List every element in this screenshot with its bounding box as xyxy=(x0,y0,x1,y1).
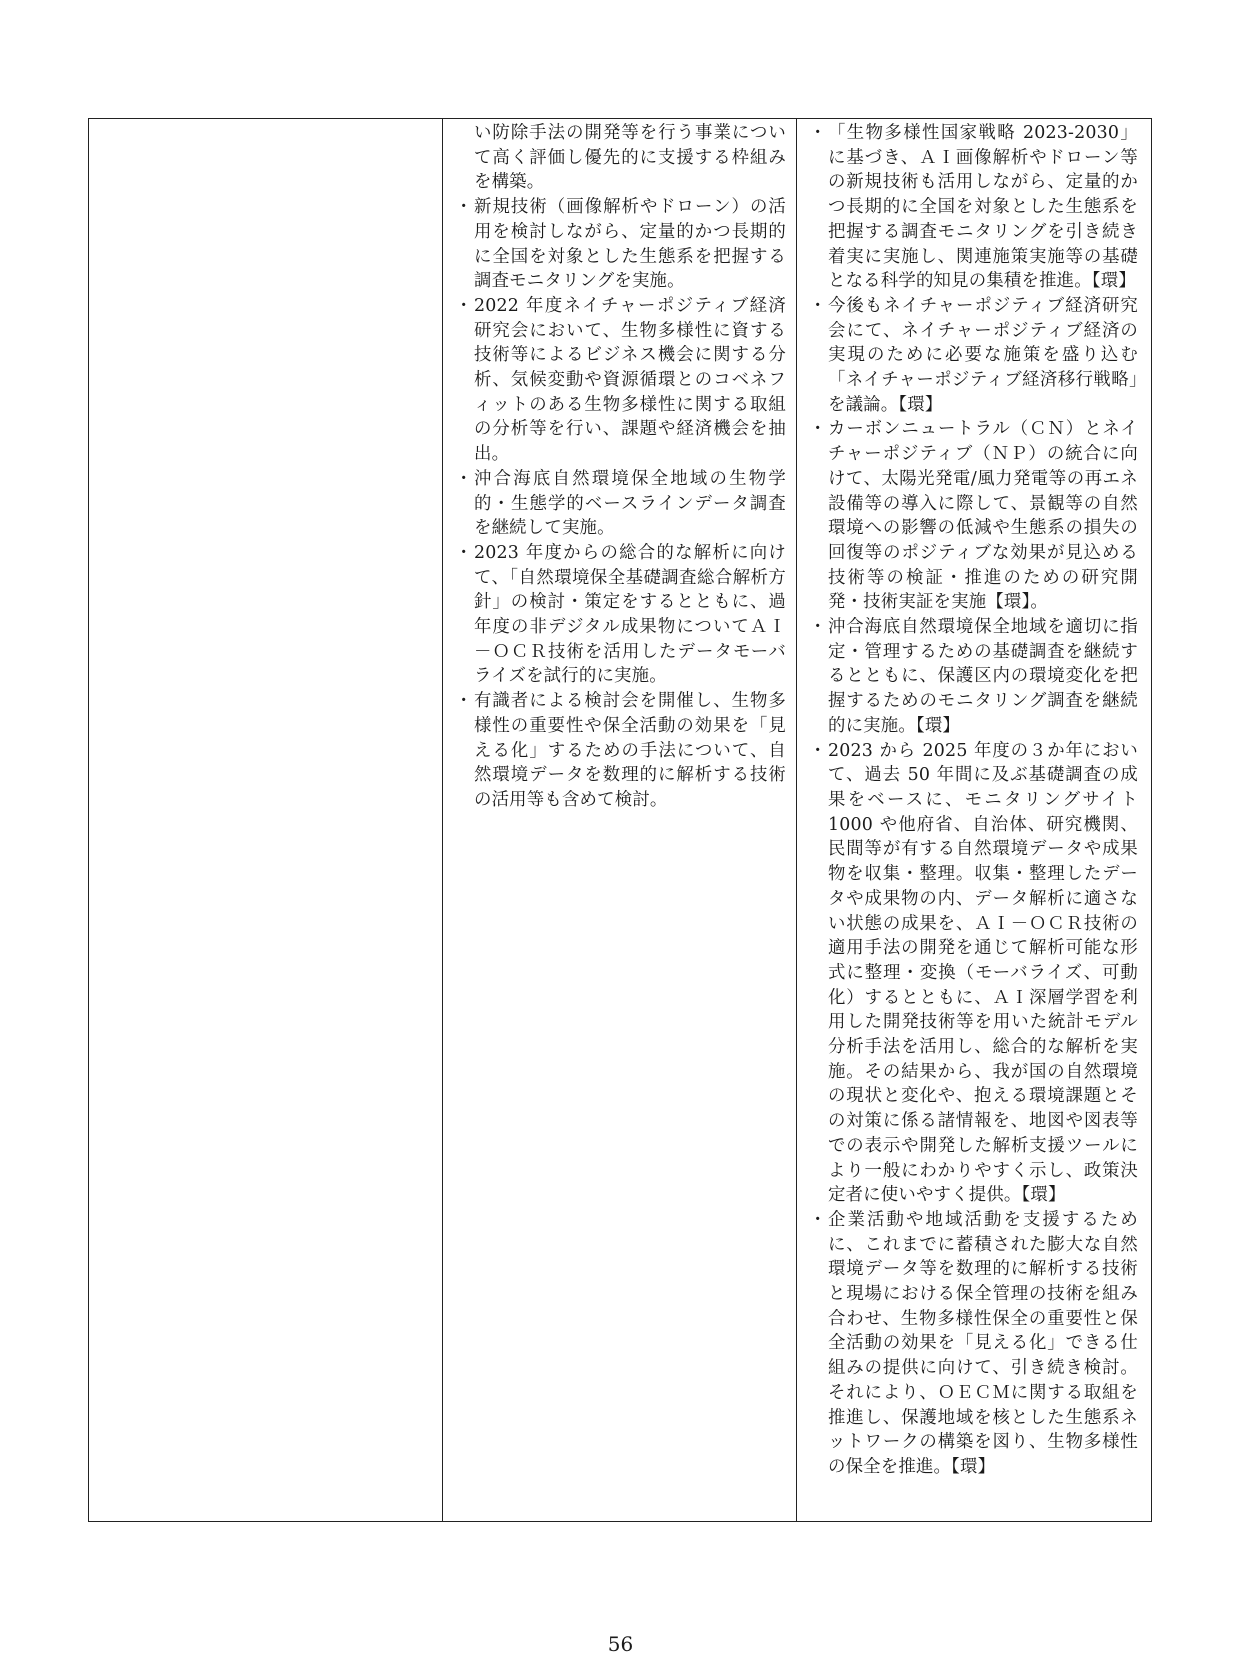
item-text: 企業活動や地域活動を支援するために、これまでに蓄積された膨大な自然環境データ等を数理的に解析する技術と現場における保全管理の技術を組み合わせ、生物多様性保全の重要性と保全活動の効果を「見える化」できる仕組みの提供に向けて、引き続き検討。それにより、ＯＥＣＭに関する取組を推進し、保護地域を核とした生態系ネットワークの構築を図り、生物多様性の保全を推進。【環】 xyxy=(828,1209,1138,1477)
list-item xyxy=(809,1208,1138,1480)
list-item xyxy=(809,294,1138,418)
list-item xyxy=(809,121,1138,294)
list-item xyxy=(809,417,1138,615)
table-column-1 xyxy=(89,119,443,1521)
page-number: 56 xyxy=(607,1632,634,1656)
list-item xyxy=(455,541,786,689)
bullet-marker: ・ xyxy=(455,197,473,218)
item-text: 2023 年度からの総合的な解析に向けて、「自然環境保全基礎調査総合解析方針」の検討・策定をするとともに、過年度の非デジタル成果物についてＡＩ－ＯＣＲ技術を活用したデータモーバライズを試行的に実施。 xyxy=(474,542,786,687)
list-item xyxy=(455,195,786,294)
bullet-marker: ・ xyxy=(455,691,473,712)
bullet-marker: ・ xyxy=(809,419,827,440)
bullet-marker: ・ xyxy=(809,1209,827,1230)
item-text: 2022 年度ネイチャーポジティブ経済研究会において、生物多様性に資する技術等によるビジネス機会に関する分析、気候変動や資源循環とのコベネフィットのある生物多様性に関する取組の分析等を行い、課題や経済機会を抽出。 xyxy=(474,295,786,465)
bullet-marker: ・ xyxy=(455,295,473,316)
list-item xyxy=(809,739,1138,1208)
list-item xyxy=(455,467,786,541)
item-text: 今後もネイチャーポジティブ経済研究会にて、ネイチャーポジティブ経済の実現のために必要な施策を盛り込む「ネイチャーポジティブ経済移行戦略」を議論。【環】 xyxy=(828,295,1138,415)
list-item xyxy=(455,689,786,813)
item-text: 「生物多様性国家戦略 2023-2030」に基づき、ＡＩ画像解析やドローン等の新規技術も活用しながら、定量的かつ長期的に全国を対象とした生態系を把握する調査モニタリングを引き続き着実に実施し、関連施策実施等の基礎となる科学的知見の集積を推進。【環】 xyxy=(828,123,1138,292)
list-item xyxy=(455,294,786,467)
item-text: 沖合海底自然環境保全地域の生物学的・生態学的ベースラインデータ調査を継続して実施。 xyxy=(474,468,786,539)
content-table xyxy=(88,118,1152,1522)
list-item xyxy=(809,615,1138,739)
bullet-marker: ・ xyxy=(809,740,827,761)
bullet-marker: ・ xyxy=(455,468,473,489)
table-column-3 xyxy=(797,119,1150,1521)
item-text: い防除手法の開発等を行う事業について高く評価し優先的に支援する枠組みを構築。 xyxy=(474,123,786,193)
item-text: 有識者による検討会を開催し、生物多様性の重要性や保全活動の効果を「見える化」するための手法について、自然環境データを数理的に解析する技術の活用等も含めて検討。 xyxy=(474,691,786,810)
bullet-marker: ・ xyxy=(809,123,827,143)
bullet-marker: ・ xyxy=(809,295,827,316)
bullet-marker: ・ xyxy=(809,617,827,638)
bullet-marker: ・ xyxy=(455,542,473,563)
item-text: 新規技術（画像解析やドローン）の活用を検討しながら、定量的かつ長期的に全国を対象とした生態系を把握する調査モニタリングを実施。 xyxy=(474,197,786,292)
item-text: 沖合海底自然環境保全地域を適切に指定・管理するための基礎調査を継続するとともに、保護区内の環境変化を把握するためのモニタリング調査を継続的に実施。【環】 xyxy=(828,617,1138,736)
table-column-2 xyxy=(443,119,797,1521)
list-item xyxy=(455,121,786,195)
item-text: 2023 から 2025 年度の３か年において、過去 50 年間に及ぶ基礎調査の成果をベースに、モニタリングサイト 1000 や他府省、自治体、研究機関、民間等が有する自然環境データや成果物を収集・整理。収集・整理したデータや成果物の内、データ解析に適さない状態の成果を、ＡＩ－ＯＣＲ技術の適用手法の開発を通じて解析可能な形式に整理・変換（モーバライズ、可動化）するとともに、ＡＩ深層学習を利用した開発技術等を用いた統計モデル分析手法を活用し、総合的な解析を実施。その結果から、我が国の自然環境の現状と変化や、抱える環境課題とその対策に係る諸情報を、地図や図表等での表示や開発した解析支援ツールにより一般にわかりやすく示し、政策決定者に使いやすく提供。【環】 xyxy=(828,740,1138,1206)
item-text: カーボンニュートラル（ＣＮ）とネイチャーポジティブ（ＮＰ）の統合に向けて、太陽光発電/風力発電等の再エネ設備等の導入に際して、景観等の自然環境への影響の低減や生態系の損失の回復等のポジティブな効果が見込める技術等の検証・推進のための研究開発・技術実証を実施【環】。 xyxy=(828,419,1138,613)
